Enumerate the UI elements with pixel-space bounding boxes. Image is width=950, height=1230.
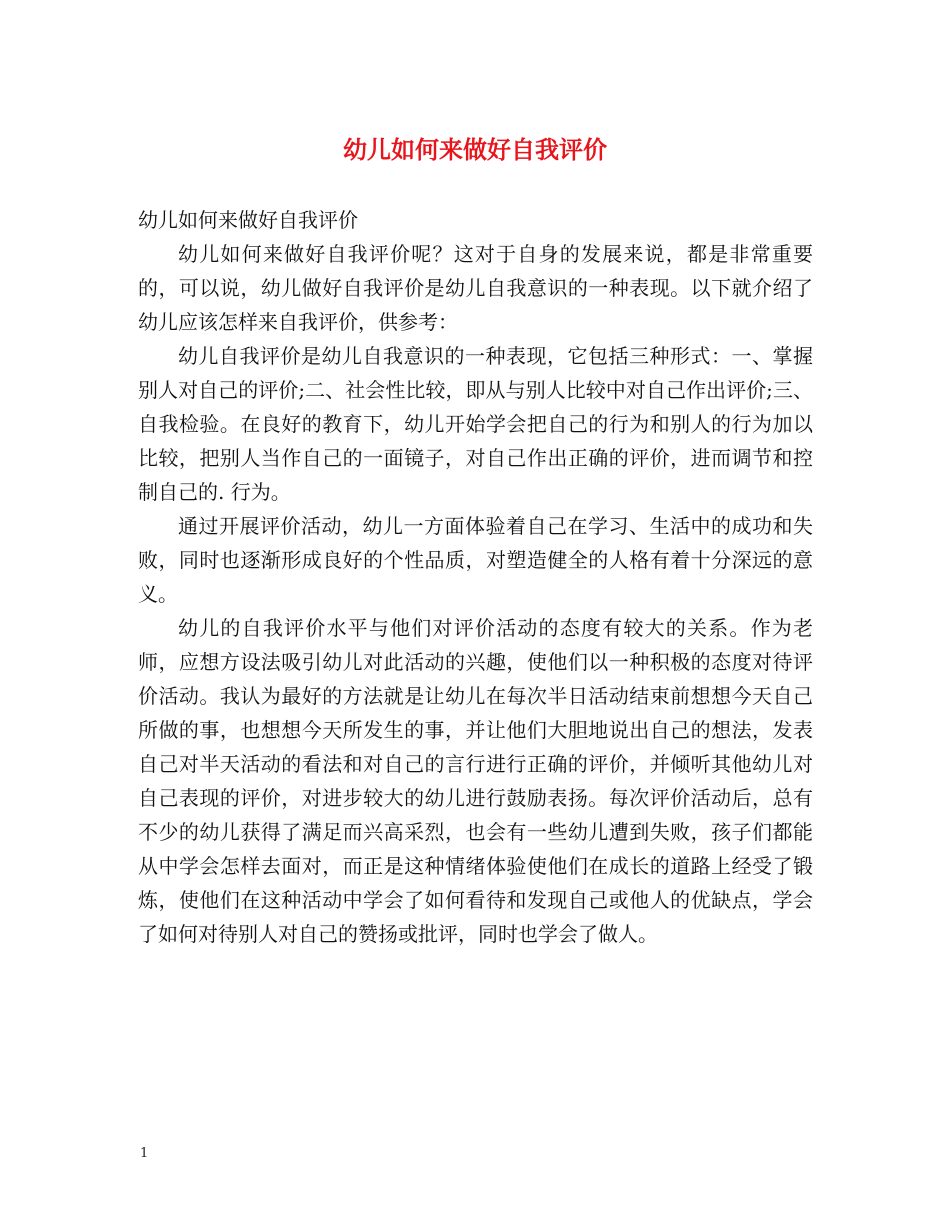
paragraph-intro: 幼儿如何来做好自我评价呢？这对于自身的发展来说，都是非常重要的，可以说，幼儿做好自我评价是幼儿自我意识的一种表现。以下就介绍了幼儿应该怎样来自我评价，供参考：	[138, 242, 813, 334]
document-subtitle: 幼儿如何来做好自我评价	[138, 208, 358, 232]
document-title: 幼儿如何来做好自我评价	[343, 135, 607, 164]
paragraph-definition: 幼儿自我评价是幼儿自我意识的一种表现，它包括三种形式：一、掌握别人对自己的评价;二、社会性比较，即从与别人比较中对自己作出评价;三、自我检验。在良好的教育下，幼儿开始学会把自己的行为和别人的行为加以比较，把别人当作自己的一面镜子，对自己作出正确的评价，进而调节和控制自己的. 行为。	[138, 344, 813, 504]
page-number: 1	[140, 1146, 149, 1161]
paragraph-significance: 通过开展评价活动，幼儿一方面体验着自己在学习、生活中的成功和失败，同时也逐渐形成良好的个性品质，对塑造健全的人格有着十分深远的意义。	[138, 514, 813, 606]
paragraph-method: 幼儿的自我评价水平与他们对评价活动的态度有较大的关系。作为老师，应想方设法吸引幼儿对此活动的兴趣，使他们以一种积极的态度对待评价活动。我认为最好的方法就是让幼儿在每次半日活动结束前想想今天自己所做的事，也想想今天所发生的事，并让他们大胆地说出自己的想法，发表自己对半天活动的看法和对自己的言行进行正确的评价，并倾听其他幼儿对自己表现的评价，对进步较大的幼儿进行鼓励表扬。每次评价活动后，总有不少的幼儿获得了满足而兴高采烈，也会有一些幼儿遭到失败，孩子们都能从中学会怎样去面对，而正是这种情绪体验使他们在成长的道路上经受了锻炼，使他们在这种活动中学会了如何看待和发现自己或他人的优缺点，学会了如何对待别人对自己的赞扬或批评，同时也学会了做人。	[138, 616, 813, 946]
document-body	[138, 203, 813, 951]
